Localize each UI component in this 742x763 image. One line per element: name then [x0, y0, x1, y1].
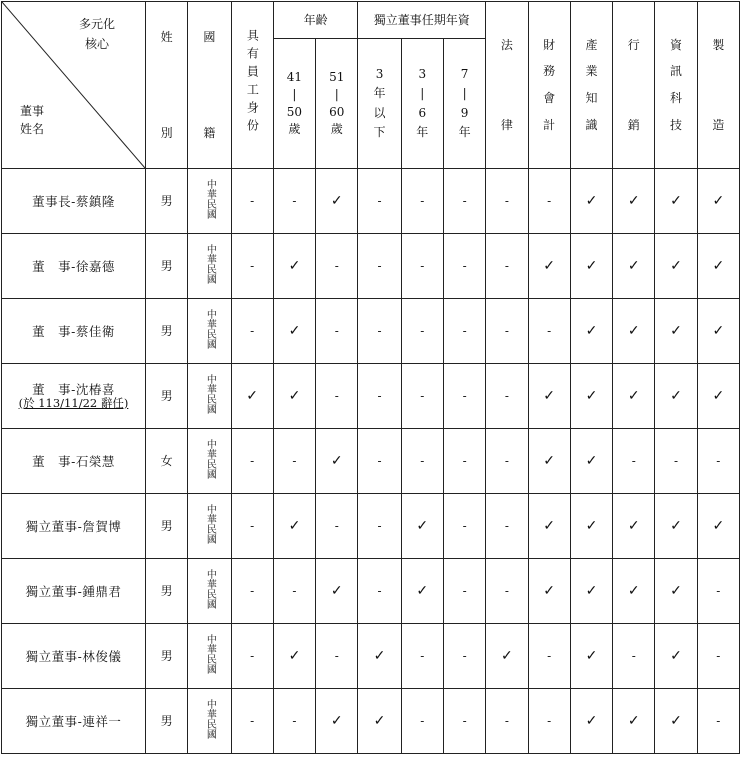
director-name-cell [2, 364, 146, 429]
header-tenure-7-9 [443, 39, 485, 169]
dash-cell: - [231, 624, 273, 689]
check-mark-cell: ✓ [316, 429, 358, 494]
dash-cell: - [316, 494, 358, 559]
tenure-3-6-part-4: 年 [416, 124, 429, 139]
dash-cell: - [486, 234, 528, 299]
gender-cell: 女 [145, 429, 187, 494]
director-row [2, 494, 740, 559]
header-law-char-1: 法 [500, 37, 513, 52]
dash-cell: - [443, 689, 485, 754]
header-it-char-1: 資 [670, 37, 683, 52]
director-name-cell [2, 494, 146, 559]
dash-cell: - [697, 689, 739, 754]
header-nationality [188, 2, 231, 169]
dash-cell: - [358, 429, 401, 494]
dash-cell: - [697, 624, 739, 689]
director-row [2, 234, 740, 299]
dash-cell: - [231, 169, 273, 234]
check-mark-cell: ✓ [528, 364, 570, 429]
director-row [2, 624, 740, 689]
check-mark-cell: ✓ [273, 234, 315, 299]
check-mark-cell: ✓ [570, 624, 612, 689]
header-industry-char-1: 產 [585, 37, 598, 52]
check-mark-cell: ✓ [570, 689, 612, 754]
dash-cell: - [358, 364, 401, 429]
check-mark-cell: ✓ [401, 559, 443, 624]
check-mark-cell: ✓ [273, 494, 315, 559]
header-marketing-char-2: 銷 [627, 118, 640, 133]
check-mark-cell: ✓ [486, 624, 528, 689]
check-mark-cell: ✓ [613, 364, 655, 429]
director-name: 董 事-蔡佳衛 [32, 323, 115, 339]
director-name: 董 事-石榮慧 [32, 453, 115, 469]
check-mark-cell: ✓ [655, 169, 697, 234]
age-41-50-part-2: | [292, 87, 297, 102]
tenure-3-part-3: 以 [373, 105, 386, 120]
dash-cell: - [443, 494, 485, 559]
header-finance-char-4: 計 [543, 118, 556, 133]
nationality-cell [188, 169, 231, 234]
tenure-7-9-part-2: | [462, 86, 467, 101]
header-nationality-char-1: 國 [203, 30, 216, 44]
header-law-char-2: 律 [500, 118, 513, 133]
corner-top-label [62, 14, 132, 55]
check-mark-cell: ✓ [613, 559, 655, 624]
check-mark-cell: ✓ [613, 299, 655, 364]
dash-cell: - [358, 494, 401, 559]
header-manufacturing-char-2: 造 [712, 118, 725, 133]
header-row-1 [2, 2, 740, 39]
dash-cell: - [273, 689, 315, 754]
dash-cell: - [231, 299, 273, 364]
check-mark-cell: ✓ [613, 234, 655, 299]
gender-cell: 男 [145, 299, 187, 364]
header-employee [231, 2, 273, 169]
header-tenure-3 [358, 39, 401, 169]
dash-cell: - [528, 624, 570, 689]
check-mark-cell: ✓ [697, 234, 739, 299]
director-name-cell [2, 689, 146, 754]
check-mark-cell: ✓ [655, 624, 697, 689]
check-mark-cell: ✓ [528, 234, 570, 299]
dash-cell: - [486, 299, 528, 364]
corner-top-line-2: 核心 [84, 37, 109, 52]
header-law [486, 2, 528, 169]
dash-cell: - [443, 624, 485, 689]
dash-cell: - [528, 689, 570, 754]
dash-cell: - [528, 169, 570, 234]
check-mark-cell: ✓ [528, 559, 570, 624]
corner-top-line-1: 多元化 [78, 17, 115, 31]
tenure-7-9-part-4: 年 [458, 124, 471, 139]
check-mark-cell: ✓ [570, 429, 612, 494]
dash-cell: - [401, 234, 443, 299]
nationality-cell [188, 299, 231, 364]
dash-cell: - [231, 429, 273, 494]
dash-cell: - [528, 299, 570, 364]
director-name: 獨立董事-連祥一 [25, 713, 122, 729]
header-gender-char-2: 別 [160, 125, 173, 140]
header-industry-char-3: 知 [585, 91, 598, 106]
header-it-char-3: 科 [670, 91, 683, 106]
gender-cell: 男 [145, 559, 187, 624]
director-name: 董 事-徐嘉德 [32, 258, 115, 274]
nationality-text: 中華民國 [204, 439, 216, 480]
gender-cell: 男 [145, 624, 187, 689]
header-marketing-char-1: 行 [627, 37, 640, 52]
header-tenure-3-6 [401, 39, 443, 169]
gender-cell: 男 [145, 234, 187, 299]
dash-cell: - [273, 559, 315, 624]
nationality-cell [188, 234, 231, 299]
dash-cell: - [401, 689, 443, 754]
dash-cell: - [697, 559, 739, 624]
nationality-cell [188, 624, 231, 689]
dash-cell: - [401, 429, 443, 494]
check-mark-cell: ✓ [570, 299, 612, 364]
check-mark-cell: ✓ [655, 689, 697, 754]
dash-cell: - [613, 624, 655, 689]
check-mark-cell: ✓ [570, 234, 612, 299]
check-mark-cell: ✓ [655, 299, 697, 364]
director-name-cell [2, 169, 146, 234]
header-finance-char-2: 務 [543, 64, 556, 79]
check-mark-cell: ✓ [697, 494, 739, 559]
age-51-60-part-2: | [334, 87, 339, 102]
check-mark-cell: ✓ [316, 169, 358, 234]
director-name-cell [2, 299, 146, 364]
check-mark-cell: ✓ [697, 299, 739, 364]
nationality-text: 中華民國 [204, 569, 216, 610]
nationality-cell [188, 689, 231, 754]
header-industry-char-2: 業 [585, 64, 598, 79]
director-row [2, 299, 740, 364]
header-age-group: 年齡 [273, 2, 358, 39]
dash-cell: - [486, 689, 528, 754]
check-mark-cell: ✓ [316, 559, 358, 624]
header-employee-text: 具有員工身份 [245, 29, 260, 138]
tenure-3-6-part-2: | [420, 86, 425, 101]
tenure-3-part-2: 年 [373, 86, 386, 101]
check-mark-cell: ✓ [273, 624, 315, 689]
corner-bottom-label [20, 102, 44, 138]
age-51-60-part-1: 51 [329, 69, 345, 84]
tenure-3-part-4: 下 [373, 124, 386, 139]
dash-cell: - [316, 364, 358, 429]
director-row [2, 559, 740, 624]
check-mark-cell: ✓ [273, 299, 315, 364]
tenure-7-9-part-3: 9 [460, 105, 469, 120]
age-51-60-part-4: 歲 [330, 121, 343, 136]
header-marketing [613, 2, 655, 169]
check-mark-cell: ✓ [231, 364, 273, 429]
header-industry-char-4: 識 [585, 118, 598, 133]
dash-cell: - [273, 429, 315, 494]
dash-cell: - [231, 689, 273, 754]
check-mark-cell: ✓ [528, 494, 570, 559]
header-manufacturing [697, 2, 739, 169]
director-row [2, 364, 740, 429]
age-41-50-part-1: 41 [286, 69, 303, 84]
dash-cell: - [697, 429, 739, 494]
dash-cell: - [401, 624, 443, 689]
tenure-3-part-1: 3 [375, 67, 384, 82]
dash-cell: - [316, 299, 358, 364]
dash-cell: - [443, 429, 485, 494]
tenure-7-9-part-1: 7 [460, 67, 469, 82]
dash-cell: - [231, 494, 273, 559]
header-tenure-group: 獨立董事任期年資 [358, 2, 486, 39]
check-mark-cell: ✓ [613, 689, 655, 754]
dash-cell: - [358, 234, 401, 299]
dash-cell: - [401, 299, 443, 364]
dash-cell: - [316, 234, 358, 299]
check-mark-cell: ✓ [316, 689, 358, 754]
nationality-text: 中華民國 [204, 179, 216, 220]
header-age-51-60 [316, 39, 358, 169]
header-gender-char-1: 姓 [160, 30, 173, 44]
check-mark-cell: ✓ [655, 364, 697, 429]
dash-cell: - [486, 559, 528, 624]
header-manufacturing-char-1: 製 [712, 37, 725, 52]
nationality-text: 中華民國 [204, 634, 216, 675]
nationality-text: 中華民國 [204, 309, 216, 350]
header-age-41-50 [273, 39, 315, 169]
director-name: 董 事-沈椿喜 [32, 381, 115, 397]
gender-cell: 男 [145, 169, 187, 234]
check-mark-cell: ✓ [528, 429, 570, 494]
nationality-cell [188, 494, 231, 559]
director-name: 獨立董事-詹賀博 [25, 518, 122, 534]
corner-header-cell [2, 2, 146, 169]
header-finance-char-3: 會 [543, 91, 556, 106]
dash-cell: - [231, 559, 273, 624]
check-mark-cell: ✓ [570, 559, 612, 624]
nationality-cell [188, 559, 231, 624]
nationality-text: 中華民國 [204, 244, 216, 285]
dash-cell: - [443, 559, 485, 624]
dash-cell: - [231, 234, 273, 299]
check-mark-cell: ✓ [273, 364, 315, 429]
header-gender [145, 2, 187, 169]
director-name-cell [2, 429, 146, 494]
check-mark-cell: ✓ [655, 559, 697, 624]
check-mark-cell: ✓ [358, 689, 401, 754]
header-it-char-2: 訊 [670, 64, 683, 79]
header-it [655, 2, 697, 169]
tenure-3-6-part-1: 3 [418, 67, 427, 82]
tenure-3-6-part-3: 6 [418, 105, 427, 120]
nationality-text: 中華民國 [204, 374, 216, 415]
check-mark-cell: ✓ [655, 234, 697, 299]
nationality-text: 中華民國 [204, 699, 216, 740]
check-mark-cell: ✓ [401, 494, 443, 559]
dash-cell: - [486, 429, 528, 494]
gender-cell: 男 [145, 364, 187, 429]
corner-bottom-line-1: 董事 [20, 104, 45, 118]
check-mark-cell: ✓ [358, 624, 401, 689]
check-mark-cell: ✓ [570, 494, 612, 559]
header-it-char-4: 技 [670, 118, 683, 133]
dash-cell: - [443, 364, 485, 429]
corner-bottom-line-2: 姓名 [20, 122, 45, 136]
dash-cell: - [486, 494, 528, 559]
dash-cell: - [273, 169, 315, 234]
dash-cell: - [613, 429, 655, 494]
header-industry [570, 2, 612, 169]
director-row [2, 689, 740, 754]
dash-cell: - [358, 169, 401, 234]
age-41-50-part-4: 歲 [288, 121, 301, 136]
gender-cell: 男 [145, 689, 187, 754]
header-finance [528, 2, 570, 169]
header-finance-char-1: 財 [543, 37, 556, 52]
director-name: 獨立董事-林俊儀 [25, 648, 122, 664]
nationality-cell [188, 429, 231, 494]
director-name-cell [2, 624, 146, 689]
director-row [2, 429, 740, 494]
nationality-cell [188, 364, 231, 429]
gender-cell: 男 [145, 494, 187, 559]
dash-cell: - [358, 299, 401, 364]
check-mark-cell: ✓ [697, 169, 739, 234]
age-41-50-part-3: 50 [286, 104, 303, 119]
director-name: 董事長-蔡鎮隆 [32, 193, 115, 209]
director-name-cell [2, 559, 146, 624]
board-diversity-table [1, 1, 740, 754]
director-note: (於 113/11/22 辭任) [18, 395, 129, 410]
dash-cell: - [401, 169, 443, 234]
check-mark-cell: ✓ [613, 169, 655, 234]
check-mark-cell: ✓ [570, 364, 612, 429]
check-mark-cell: ✓ [613, 494, 655, 559]
dash-cell: - [655, 429, 697, 494]
check-mark-cell: ✓ [655, 494, 697, 559]
age-51-60-part-3: 60 [329, 104, 345, 119]
dash-cell: - [316, 624, 358, 689]
dash-cell: - [443, 234, 485, 299]
dash-cell: - [443, 299, 485, 364]
header-nationality-char-2: 籍 [203, 125, 216, 140]
check-mark-cell: ✓ [697, 364, 739, 429]
dash-cell: - [401, 364, 443, 429]
dash-cell: - [358, 559, 401, 624]
check-mark-cell: ✓ [570, 169, 612, 234]
dash-cell: - [486, 364, 528, 429]
director-name-cell [2, 234, 146, 299]
director-row [2, 169, 740, 234]
dash-cell: - [486, 169, 528, 234]
nationality-text: 中華民國 [204, 504, 216, 545]
director-name: 獨立董事-鍾鼎君 [25, 583, 122, 599]
dash-cell: - [443, 169, 485, 234]
